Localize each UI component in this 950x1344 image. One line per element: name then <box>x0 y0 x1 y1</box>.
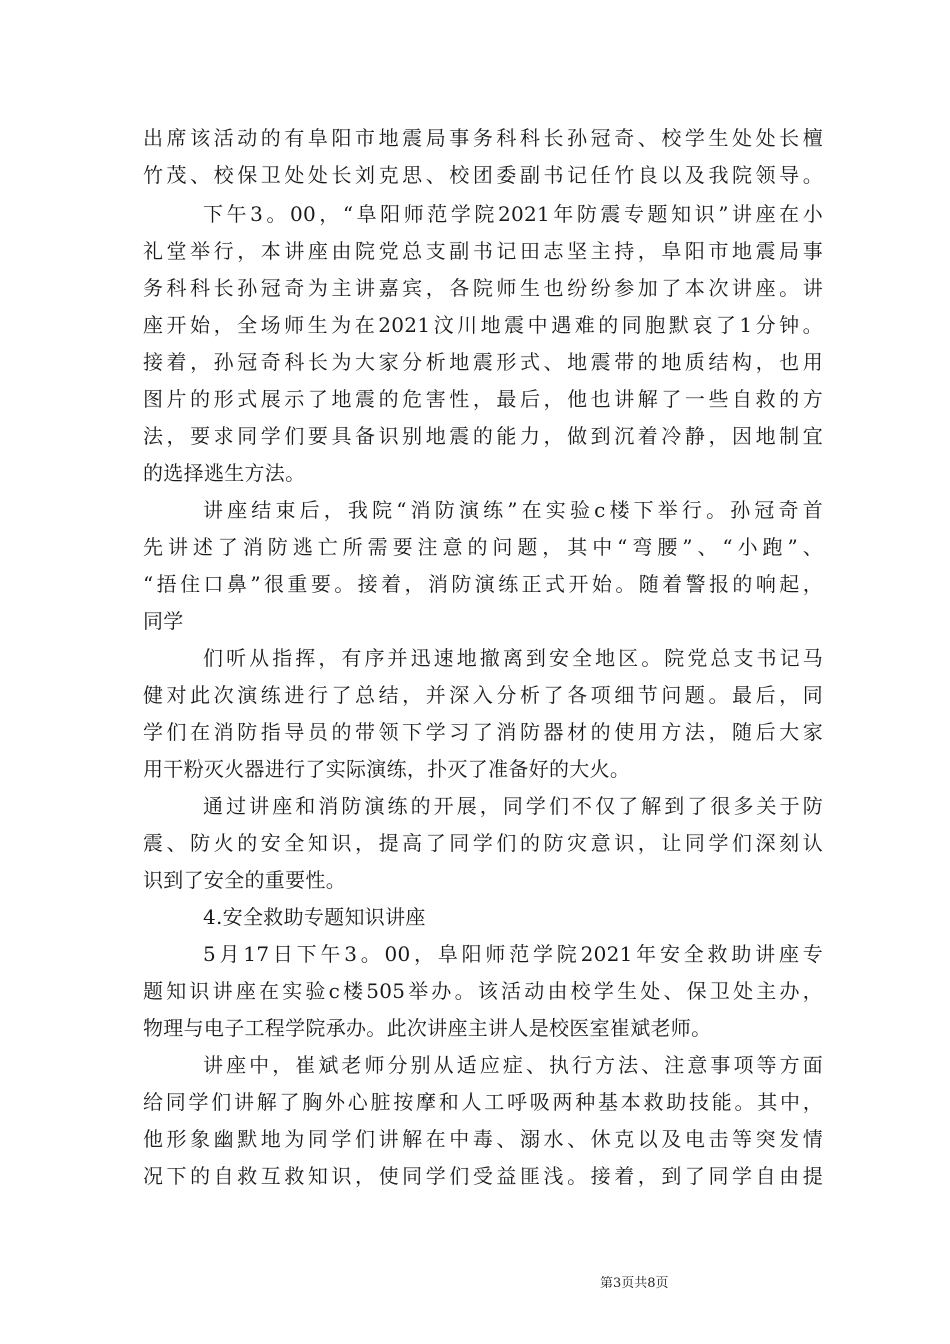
paragraph-line: 们听从指挥，有序并迅速地撤离到安全地区。院党总支书记马 <box>203 646 823 670</box>
paragraph-line: 健对此次演练进行了总结，并深入分析了各项细节问题。最后，同 <box>143 683 823 707</box>
paragraph-line: 用干粉灭火器进行了实际演练，扑灭了准备好的大火。 <box>143 757 631 781</box>
paragraph-line: 法，要求同学们要具备识别地震的能力，做到沉着冷静，因地制宜 <box>143 424 823 448</box>
paragraph-line: 识到了安全的重要性。 <box>143 868 346 892</box>
paragraph-line: 务科科长孙冠奇为主讲嘉宾，各院师生也纷纷参加了本次讲座。讲 <box>143 276 823 300</box>
paragraph-line: 图片的形式展示了地震的危害性，最后，他也讲解了一些自救的方 <box>143 387 823 411</box>
paragraph-line: 震、防火的安全知识，提高了同学们的防灾意识，让同学们深刻认 <box>143 831 823 855</box>
paragraph-line: “捂住口鼻”很重要。接着，消防演练正式开始。随着警报的响起， <box>143 572 823 596</box>
paragraph-line: 讲座结束后，我院“消防演练”在实验c楼下举行。孙冠奇首 <box>203 498 823 522</box>
paragraph-line: 竹茂、校保卫处处长刘克思、校团委副书记任竹良以及我院领导。 <box>143 163 823 187</box>
paragraph-line: 的选择逃生方法。 <box>143 461 306 485</box>
paragraph-line: 给同学们讲解了胸外心脏按摩和人工呼吸两种基本救助技能。其中， <box>143 1090 823 1114</box>
paragraph-line: 况下的自救互救知识，使同学们受益匪浅。接着，到了同学自由提 <box>143 1164 823 1188</box>
section-heading: 4.安全救助专题知识讲座 <box>203 905 426 929</box>
paragraph-line: 题知识讲座在实验c楼505举办。该活动由校学生处、保卫处主办， <box>143 979 823 1003</box>
paragraph-line: 物理与电子工程学院承办。此次讲座主讲人是校医室崔斌老师。 <box>143 1016 712 1040</box>
paragraph-line: 出席该活动的有阜阳市地震局事务科科长孙冠奇、校学生处处长檀 <box>143 126 823 150</box>
paragraph-line: 接着，孙冠奇科长为大家分析地震形式、地震带的地质结构，也用 <box>143 350 823 374</box>
paragraph-line: 礼堂举行，本讲座由院党总支副书记田志坚主持，阜阳市地震局事 <box>143 239 823 263</box>
paragraph-line: 先讲述了消防逃亡所需要注意的问题，其中“弯腰”、“小跑”、 <box>143 535 823 559</box>
paragraph-line: 同学 <box>143 609 184 633</box>
paragraph-line: 学们在消防指导员的带领下学习了消防器材的使用方法，随后大家 <box>143 720 823 744</box>
paragraph-line: 通过讲座和消防演练的开展，同学们不仅了解到了很多关于防 <box>203 794 823 818</box>
paragraph-line: 讲座中，崔斌老师分别从适应症、执行方法、注意事项等方面 <box>203 1053 823 1077</box>
paragraph-line: 他形象幽默地为同学们讲解在中毒、溺水、休克以及电击等突发情 <box>143 1127 823 1151</box>
paragraph-line: 下午3。00，“阜阳师范学院2021年防震专题知识”讲座在小 <box>203 202 823 226</box>
paragraph-line: 座开始，全场师生为在2021汶川地震中遇难的同胞默哀了1分钟。 <box>143 313 823 337</box>
paragraph-line: 5月17日下午3。00，阜阳师范学院2021年安全救助讲座专 <box>203 942 823 966</box>
page-footer: 第3页共8页 <box>600 1276 669 1291</box>
